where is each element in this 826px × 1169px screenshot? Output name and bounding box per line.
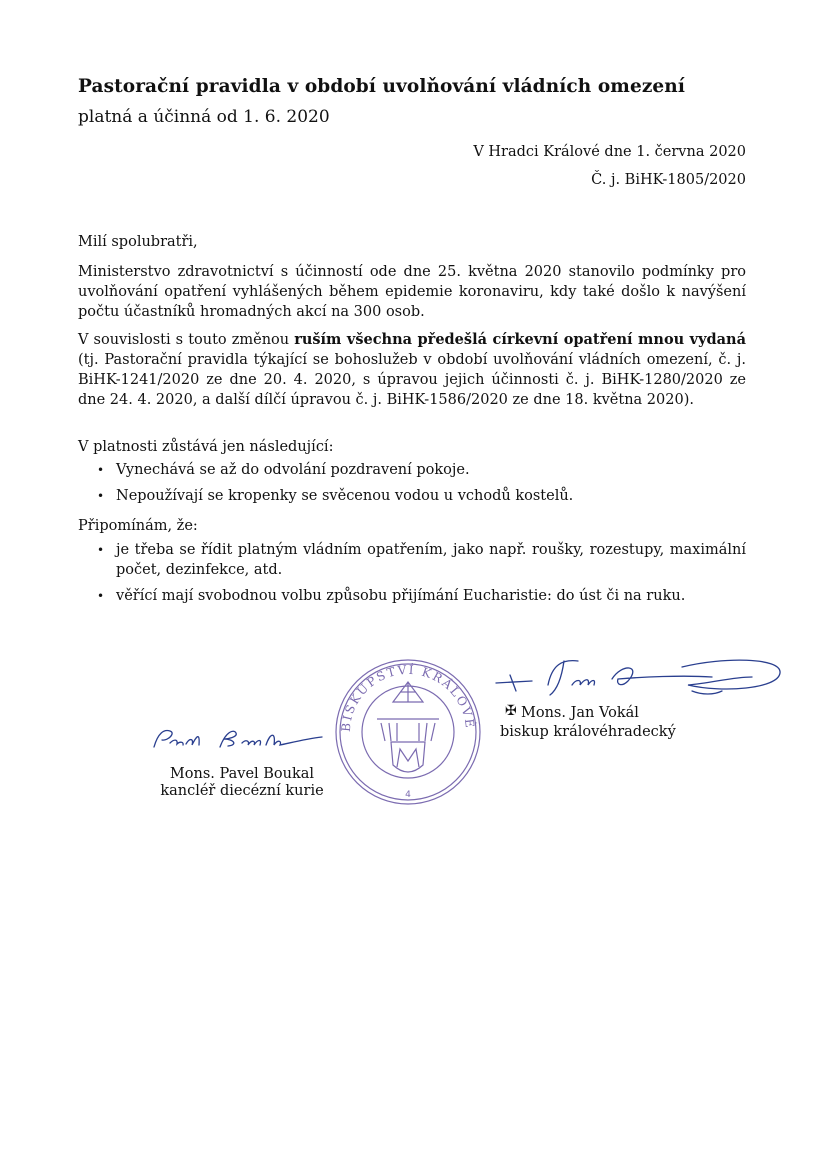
- list-item-text: Vynechává se až do odvolání pozdravení pokoje.: [116, 462, 470, 478]
- list-item: [78, 586, 746, 606]
- paragraph-cancellation-bold: ruším všechna předešlá církevní opatření mnou vydaná: [294, 331, 746, 348]
- list-item-text: věřící mají svobodnou volbu způsobu přijímání Eucharistie: do úst či na ruku.: [116, 588, 686, 604]
- bullet-icon: •: [97, 543, 105, 557]
- bishop-cross-icon: ✠: [505, 703, 517, 719]
- right-signature-image: [492, 655, 787, 705]
- seal-text: BISKUPSTVÍ KRÁLOVÉHRADECKÉ: [326, 646, 478, 733]
- paragraph-cancellation: [78, 330, 746, 410]
- list-item: [78, 540, 746, 580]
- bullet-icon: •: [97, 589, 105, 603]
- paragraph-reminder: Připomínám, že:: [78, 518, 198, 534]
- paragraph-remaining: V platnosti zůstává jen následující:: [78, 439, 334, 455]
- left-signatory-role: kancléř diecézní kurie: [160, 783, 324, 799]
- document-subtitle: platná a účinná od 1. 6. 2020: [78, 107, 330, 127]
- reminder-list: [78, 540, 746, 612]
- paragraph-cancellation-start: V souvislosti s touto změnou: [78, 332, 295, 348]
- bullet-icon: •: [97, 489, 105, 503]
- reference-number: Č. j. BiHK-1805/2020: [591, 172, 746, 188]
- list-item: [78, 460, 746, 480]
- paragraph-cancellation-end: (tj. Pastorační pravidla týkající se bohoslužeb v období uvolňování vládních omezení, č. j. BiHK-1241/2020 ze dne 20. 4. 2020, s úpravou jejich účinnosti č. j. BiHK-1280/2020 ze dne 24. 4. 2020, a další dílčí úpravou č. j. BiHK-1586/2020 ze dne 18. května 2020).: [78, 352, 746, 408]
- bullet-icon: •: [97, 463, 105, 477]
- list-item: [78, 486, 746, 506]
- list-item-text: je třeba se řídit platným vládním opatřením, jako např. roušky, rozestupy, maximální počet, dezinfekce, atd.: [116, 542, 746, 578]
- left-signatory-name: Mons. Pavel Boukal: [169, 766, 315, 782]
- left-signature-image: [150, 725, 325, 755]
- list-item-text: Nepoužívají se kropenky se svěcenou vodou u vchodů kostelů.: [116, 488, 574, 504]
- paragraph-ministry: Ministerstvo zdravotnictví s účinností ode dne 25. května 2020 stanovilo podmínky pro uvolňování opatření vyhlášených během epidemie koronaviru, kdy také došlo k navýšení počtu účastníků hromadných akcí na 300 osob.: [78, 264, 746, 320]
- right-signatory-role: biskup královéhradecký: [500, 724, 676, 740]
- seal-number: 4: [405, 790, 411, 800]
- document-title: Pastorační pravidla v období uvolňování vládních omezení: [78, 76, 685, 97]
- diocese-seal-image: [326, 646, 483, 807]
- right-signatory-name: Mons. Jan Vokál: [521, 705, 639, 721]
- place-date: V Hradci Králové dne 1. června 2020: [473, 144, 746, 160]
- greeting: Milí spolubratři,: [78, 234, 198, 250]
- remaining-rules-list: [78, 460, 746, 512]
